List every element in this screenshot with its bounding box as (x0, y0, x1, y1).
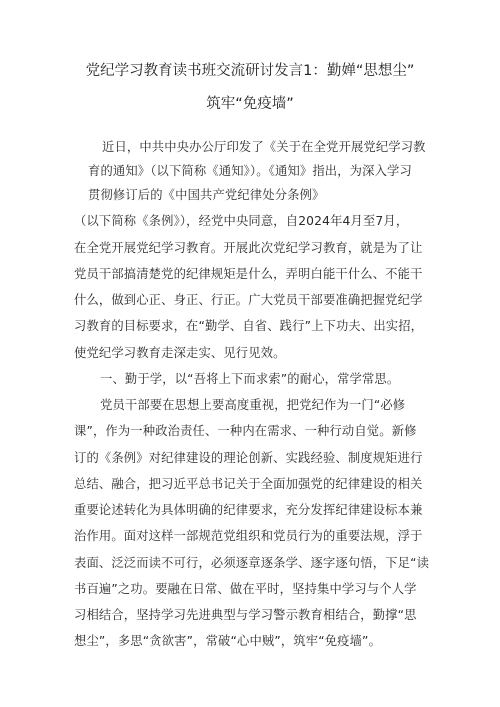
paragraph-line: 表面、泛泛而读不可行，必须逐章逐条学、逐字逐句悟，下足“读 (74, 556, 430, 570)
paragraph-line: 总结、融合，把习近平总书记关于全面加强党的纪律建设的相关 (74, 477, 423, 491)
paragraph-line: 想尘”，多思“贪欲害”，常破“心中贼”，筑牢“免疫墙”。 (74, 634, 382, 648)
document-title-line-2: 筑牢“免疫墙” (206, 96, 294, 112)
paragraph-line: 党员干部搞清楚党的纪律规矩是什么，弄明白能干什么、不能干 (74, 267, 423, 281)
paragraph-line: 近日，中共中央办公厅印发了《关于在全党开展党纪学习教 (102, 140, 426, 154)
section-heading: 一、勤于学，以“吾将上下而求索”的耐心，常学常思。 (100, 372, 400, 386)
paragraph-line: 课”，作为一种政治责任、一种内在需求、一种行动自觉。新修 (74, 424, 417, 438)
paragraph-line: 习教育的目标要求，在“勤学、自省、践行”上下功夫、出实招， (74, 319, 424, 333)
paragraph-line: 书百遍”之功。要融在日常、做在平时，坚持集中学习与个人学 (74, 582, 417, 596)
paragraph-line: 在全党开展党纪学习教育。开展此次党纪学习教育，就是为了让 (74, 241, 423, 255)
document-title-line-1: 党纪学习教育读书班交流研讨发言1：勤婵“思想尘” (85, 63, 415, 79)
paragraph-line: 重要论述转化为具体明确的纪律要求，充分发挥纪律建设标本兼 (74, 503, 423, 517)
paragraph-line: 治作用。面对这样一部规范党组织和党员行为的重要法规，浮于 (74, 529, 423, 543)
paragraph-line: 党员干部要在思想上要高度重视，把党纪作为一门“必修 (100, 398, 406, 412)
paragraph-line: 习相结合，坚持学习先进典型与学习警示教育相结合，勤撑“思 (74, 608, 417, 622)
paragraph-line: （以下简称《条例》），经党中央同意，自2024年4月至7月， (74, 214, 409, 228)
paragraph-line: 使党纪学习教育走深走实、见行见效。 (74, 346, 286, 360)
paragraph-line: 什么，做到心正、身正、行正。广大党员干部要准确把握党纪学 (74, 293, 423, 307)
paragraph-line: 贯彻修订后的《中国共产党纪律处分条例》 (88, 188, 325, 202)
paragraph-line: 订的《条例》对纪律建设的理论创新、实践经验、制度规矩进行 (74, 451, 423, 465)
paragraph-line: 育的通知》（以下简称《通知》）。《通知》指出，为深入学习 (88, 164, 412, 178)
